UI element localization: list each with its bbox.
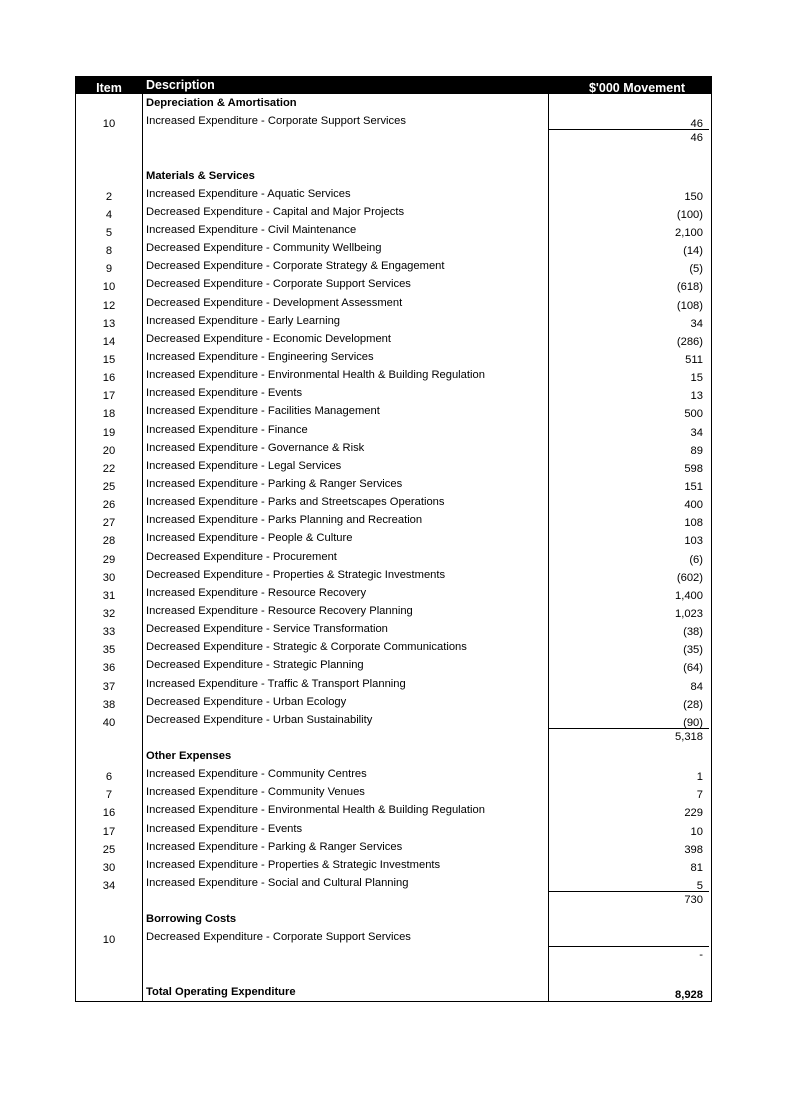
item-number: 25 — [102, 843, 116, 856]
movement-amount: (618) — [548, 275, 709, 293]
item-number: 26 — [102, 499, 116, 512]
description: Increased Expenditure - Events — [142, 820, 548, 838]
movement-amount: 10 — [548, 820, 709, 838]
movement-amount: 7 — [548, 783, 709, 801]
table-row — [76, 493, 711, 511]
description: Increased Expenditure - Parking & Ranger Services — [142, 475, 548, 493]
section-title: Depreciation & Amortisation — [142, 94, 548, 112]
movement-amount: (108) — [548, 294, 709, 312]
movement-amount — [548, 167, 709, 185]
description: Increased Expenditure - Parks and Streetscapes Operations — [142, 493, 548, 511]
description: Increased Expenditure - People & Culture — [142, 529, 548, 547]
table-row — [76, 711, 711, 729]
table-row — [76, 566, 711, 584]
item-number — [76, 947, 142, 965]
movement-amount: (602) — [548, 566, 709, 584]
item-number: 6 — [105, 771, 113, 784]
item-number: 25 — [102, 480, 116, 493]
movement-amount: (100) — [548, 203, 709, 221]
item-number: 36 — [102, 662, 116, 675]
subtotal-row — [76, 130, 711, 148]
item-number: 40 — [102, 716, 116, 729]
movement-amount: 500 — [548, 402, 709, 420]
item-number — [76, 167, 142, 185]
movement-amount: 229 — [548, 801, 709, 819]
section-heading-row — [76, 167, 711, 185]
table-row — [76, 965, 711, 983]
description: Increased Expenditure - Community Centres — [142, 765, 548, 783]
table-row — [76, 928, 711, 946]
description: Decreased Expenditure - Strategic & Corporate Communications — [142, 638, 548, 656]
table-body — [76, 94, 711, 1001]
item-number: 30 — [102, 571, 116, 584]
table-row — [76, 529, 711, 547]
item-number — [76, 965, 142, 983]
item-number: 16 — [102, 807, 116, 820]
movement-amount: (28) — [548, 693, 709, 711]
movement-amount: 34 — [548, 421, 709, 439]
item-number: 10 — [102, 281, 116, 294]
section-title: Materials & Services — [142, 167, 548, 185]
item-number — [76, 892, 142, 910]
movement-amount: 400 — [548, 493, 709, 511]
item-number: 18 — [102, 408, 116, 421]
table-row — [76, 765, 711, 783]
subtotal-row — [76, 947, 711, 965]
description: Decreased Expenditure - Corporate Strategy & Engagement — [142, 257, 548, 275]
item-number: 29 — [102, 553, 116, 566]
movement-amount: 81 — [548, 856, 709, 874]
table-row — [76, 185, 711, 203]
description — [142, 947, 548, 965]
movement-amount: 598 — [548, 457, 709, 475]
item-number — [76, 747, 142, 765]
description: Decreased Expenditure - Corporate Support Services — [142, 275, 548, 293]
description: Increased Expenditure - Finance — [142, 421, 548, 439]
movement-amount: 1 — [548, 765, 709, 783]
description: Increased Expenditure - Community Venues — [142, 783, 548, 801]
table-row — [76, 239, 711, 257]
item-number: 28 — [102, 535, 116, 548]
movement-amount: (38) — [548, 620, 709, 638]
description: Decreased Expenditure - Procurement — [142, 548, 548, 566]
item-number: 20 — [102, 444, 116, 457]
item-number: 12 — [102, 299, 116, 312]
section-heading-row — [76, 910, 711, 928]
description: Increased Expenditure - Corporate Support Services — [142, 112, 548, 130]
movement-amount: 15 — [548, 366, 709, 384]
description — [142, 892, 548, 910]
subtotal-amount: - — [548, 947, 709, 965]
item-number — [76, 910, 142, 928]
item-number: 31 — [102, 589, 116, 602]
description: Decreased Expenditure - Corporate Support Services — [142, 928, 548, 946]
header-description: Description — [142, 76, 548, 94]
table-row — [76, 330, 711, 348]
table-row — [76, 675, 711, 693]
table-row — [76, 856, 711, 874]
movement-amount: 151 — [548, 475, 709, 493]
movement-amount: 511 — [548, 348, 709, 366]
table-row — [76, 820, 711, 838]
table-row — [76, 402, 711, 420]
subtotal-row — [76, 892, 711, 910]
movement-amount: 46 — [548, 112, 709, 130]
item-number: 8 — [105, 245, 113, 258]
movement-amount — [548, 94, 709, 112]
table-row — [76, 439, 711, 457]
item-number — [76, 94, 142, 112]
description: Decreased Expenditure - Community Wellbeing — [142, 239, 548, 257]
description — [142, 965, 548, 983]
description: Decreased Expenditure - Development Assessment — [142, 294, 548, 312]
description: Increased Expenditure - Resource Recovery — [142, 584, 548, 602]
movement-amount: (35) — [548, 638, 709, 656]
subtotal-amount: 46 — [548, 130, 709, 148]
item-number: 7 — [105, 789, 113, 802]
description — [142, 148, 548, 166]
description: Increased Expenditure - Social and Cultural Planning — [142, 874, 548, 892]
subtotal-amount: 5,318 — [548, 729, 709, 747]
item-number: 13 — [102, 317, 116, 330]
table-row — [76, 874, 711, 892]
table-row — [76, 384, 711, 402]
table-row — [76, 294, 711, 312]
table-row — [76, 838, 711, 856]
item-number: 33 — [102, 626, 116, 639]
movement-amount — [548, 928, 709, 946]
table-row — [76, 421, 711, 439]
item-number: 2 — [105, 190, 113, 203]
table-row — [76, 257, 711, 275]
description: Increased Expenditure - Facilities Management — [142, 402, 548, 420]
table-row — [76, 801, 711, 819]
description: Decreased Expenditure - Service Transformation — [142, 620, 548, 638]
movement-amount: 84 — [548, 675, 709, 693]
movement-amount: (6) — [548, 548, 709, 566]
description: Decreased Expenditure - Urban Sustainability — [142, 711, 548, 729]
description: Increased Expenditure - Traffic & Transport Planning — [142, 675, 548, 693]
item-number: 34 — [102, 880, 116, 893]
description: Increased Expenditure - Parking & Ranger Services — [142, 838, 548, 856]
movement-amount: 103 — [548, 529, 709, 547]
item-number: 9 — [105, 263, 113, 276]
description — [142, 130, 548, 148]
movement-amount: 398 — [548, 838, 709, 856]
movement-amount: (64) — [548, 656, 709, 674]
item-number: 30 — [102, 861, 116, 874]
item-number: 15 — [102, 353, 116, 366]
description: Increased Expenditure - Events — [142, 384, 548, 402]
table-row — [76, 693, 711, 711]
movement-amount: (14) — [548, 239, 709, 257]
description: Decreased Expenditure - Strategic Planning — [142, 656, 548, 674]
description: Increased Expenditure - Governance & Risk — [142, 439, 548, 457]
table-row — [76, 584, 711, 602]
movement-amount: 5 — [548, 874, 709, 892]
movement-amount: 2,100 — [548, 221, 709, 239]
header-item: Item — [96, 81, 122, 95]
description: Total Operating Expenditure — [142, 983, 548, 1001]
total-amount: 8,928 — [548, 983, 709, 1001]
table-row — [76, 511, 711, 529]
subtotal-row — [76, 729, 711, 747]
table-row — [76, 638, 711, 656]
table-row — [76, 366, 711, 384]
description: Increased Expenditure - Legal Services — [142, 457, 548, 475]
item-number: 22 — [102, 462, 116, 475]
movement-amount: (286) — [548, 330, 709, 348]
expenditure-table — [75, 76, 712, 1002]
table-row — [76, 112, 711, 130]
table-row — [76, 275, 711, 293]
item-number: 17 — [102, 390, 116, 403]
item-number: 38 — [102, 698, 116, 711]
section-title: Other Expenses — [142, 747, 548, 765]
table-row — [76, 475, 711, 493]
table-row — [76, 620, 711, 638]
item-number: 17 — [102, 825, 116, 838]
table-row — [76, 548, 711, 566]
table-row — [76, 312, 711, 330]
table-row — [76, 148, 711, 166]
item-number: 19 — [102, 426, 116, 439]
movement-amount: (5) — [548, 257, 709, 275]
item-number: 10 — [102, 934, 116, 947]
item-number: 16 — [102, 372, 116, 385]
description: Increased Expenditure - Resource Recovery Planning — [142, 602, 548, 620]
movement-amount: (90) — [548, 711, 709, 729]
item-number: 5 — [105, 226, 113, 239]
movement-amount: 150 — [548, 185, 709, 203]
item-number: 27 — [102, 517, 116, 530]
item-number: 14 — [102, 335, 116, 348]
description: Increased Expenditure - Civil Maintenance — [142, 221, 548, 239]
description: Decreased Expenditure - Capital and Major Projects — [142, 203, 548, 221]
movement-amount: 34 — [548, 312, 709, 330]
table-row — [76, 783, 711, 801]
description: Increased Expenditure - Properties & Strategic Investments — [142, 856, 548, 874]
description: Increased Expenditure - Parks Planning and Recreation — [142, 511, 548, 529]
item-number — [76, 729, 142, 747]
movement-amount: 108 — [548, 511, 709, 529]
header-movement: $'000 Movement — [548, 76, 709, 94]
description: Increased Expenditure - Aquatic Services — [142, 185, 548, 203]
description: Increased Expenditure - Environmental Health & Building Regulation — [142, 801, 548, 819]
item-number: 37 — [102, 680, 116, 693]
movement-amount — [548, 747, 709, 765]
item-number: 10 — [102, 118, 116, 131]
description: Increased Expenditure - Early Learning — [142, 312, 548, 330]
movement-amount — [548, 965, 709, 983]
description: Decreased Expenditure - Economic Development — [142, 330, 548, 348]
table-row — [76, 602, 711, 620]
table-row — [76, 221, 711, 239]
movement-amount: 89 — [548, 439, 709, 457]
item-number — [76, 130, 142, 148]
subtotal-amount: 730 — [548, 892, 709, 910]
table-row — [76, 457, 711, 475]
description: Increased Expenditure - Engineering Services — [142, 348, 548, 366]
movement-amount: 1,400 — [548, 584, 709, 602]
movement-amount — [548, 148, 709, 166]
total-row — [76, 983, 711, 1001]
section-heading-row — [76, 94, 711, 112]
movement-amount — [548, 910, 709, 928]
movement-amount: 1,023 — [548, 602, 709, 620]
movement-amount: 13 — [548, 384, 709, 402]
table-row — [76, 656, 711, 674]
table-row — [76, 203, 711, 221]
description — [142, 729, 548, 747]
table-header — [76, 76, 711, 94]
section-title: Borrowing Costs — [142, 910, 548, 928]
item-number: 4 — [105, 208, 113, 221]
description: Increased Expenditure - Environmental Health & Building Regulation — [142, 366, 548, 384]
item-number — [76, 983, 142, 1001]
item-number: 32 — [102, 607, 116, 620]
section-heading-row — [76, 747, 711, 765]
description: Decreased Expenditure - Urban Ecology — [142, 693, 548, 711]
item-number — [76, 148, 142, 166]
description: Decreased Expenditure - Properties & Strategic Investments — [142, 566, 548, 584]
item-number: 35 — [102, 644, 116, 657]
table-row — [76, 348, 711, 366]
